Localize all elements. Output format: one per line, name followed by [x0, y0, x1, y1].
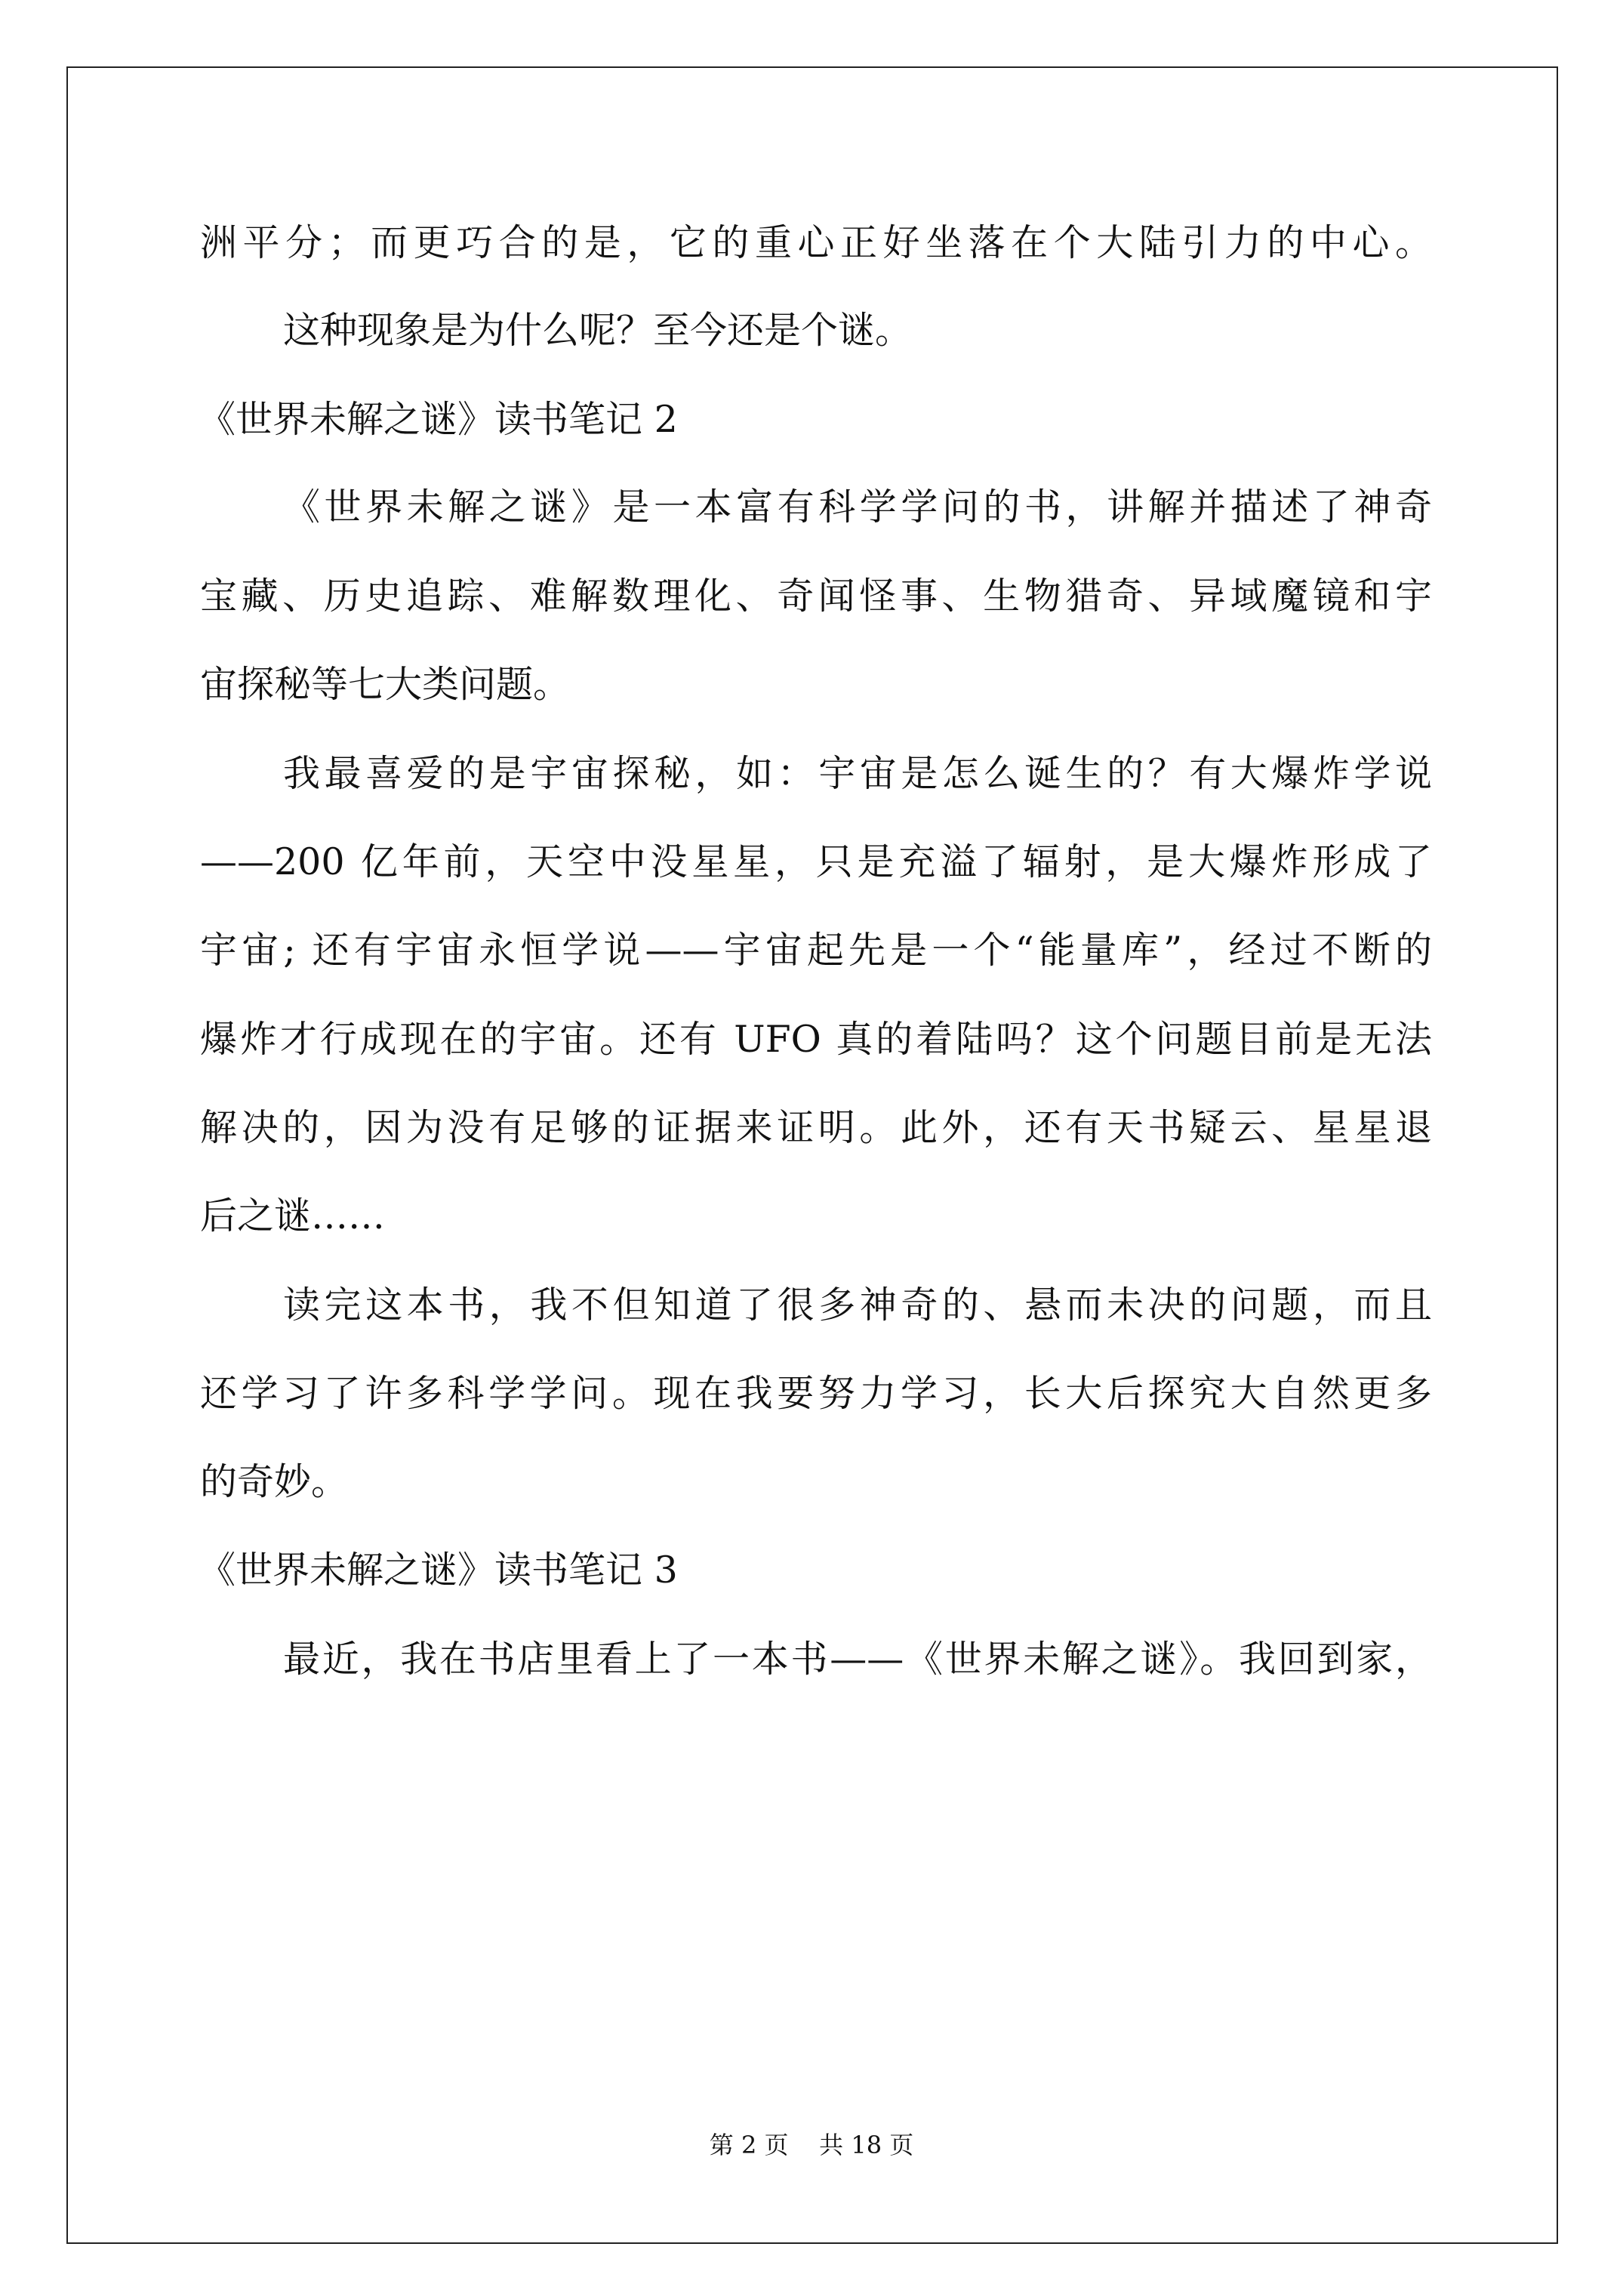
paragraph-line: 这种现象是为什么呢？至今还是个谜。 — [283, 309, 913, 352]
paragraph-line: 洲平分；而更巧合的是，它的重心正好坐落在个大陆引力的中心。 — [200, 221, 1432, 264]
paragraph-line: 读完这本书，我不但知道了很多神奇的、悬而未决的问题，而且 — [283, 1284, 1432, 1327]
paragraph-line: 爆炸才行成现在的宇宙。还有 UFO 真的着陆吗？这个问题目前是无法 — [200, 1018, 1432, 1061]
paragraph-line: 的奇妙。 — [200, 1460, 349, 1503]
section-heading: 《世界未解之谜》读书笔记 2 — [199, 398, 678, 441]
section-heading: 《世界未解之谜》读书笔记 3 — [199, 1549, 678, 1592]
paragraph-line: 宇宙; 还有宇宙永恒学说——宇宙起先是一个“能量库”，经过不断的 — [200, 929, 1432, 972]
paragraph-line: 还学习了许多科学学问。现在我要努力学习，长大后探究大自然更多 — [200, 1372, 1432, 1415]
page-number-footer: 第 2 页 共 18 页 — [709, 2131, 914, 2159]
paragraph-line: 解决的，因为没有足够的证据来证明。此外，还有天书疑云、星星退 — [200, 1106, 1432, 1149]
paragraph-line: 宙探秘等七大类问题。 — [200, 663, 571, 706]
paragraph-line: 我最喜爱的是宇宙探秘，如：宇宙是怎么诞生的？有大爆炸学说 — [283, 752, 1432, 795]
paragraph-line: 《世界未解之谜》是一本富有科学学问的书，讲解并描述了神奇 — [283, 485, 1432, 529]
page-border — [66, 66, 1558, 2244]
paragraph-line: 最近，我在书店里看上了一本书——《世界未解之谜》。我回到家， — [283, 1638, 1432, 1681]
paragraph-line: 后之谜…… — [200, 1194, 386, 1237]
paragraph-line: ——200 亿年前，天空中没星星，只是充溢了辐射，是大爆炸形成了 — [200, 840, 1432, 883]
paragraph-line: 宝藏、历史追踪、难解数理化、奇闻怪事、生物猎奇、异域魔镜和宇 — [200, 575, 1432, 618]
